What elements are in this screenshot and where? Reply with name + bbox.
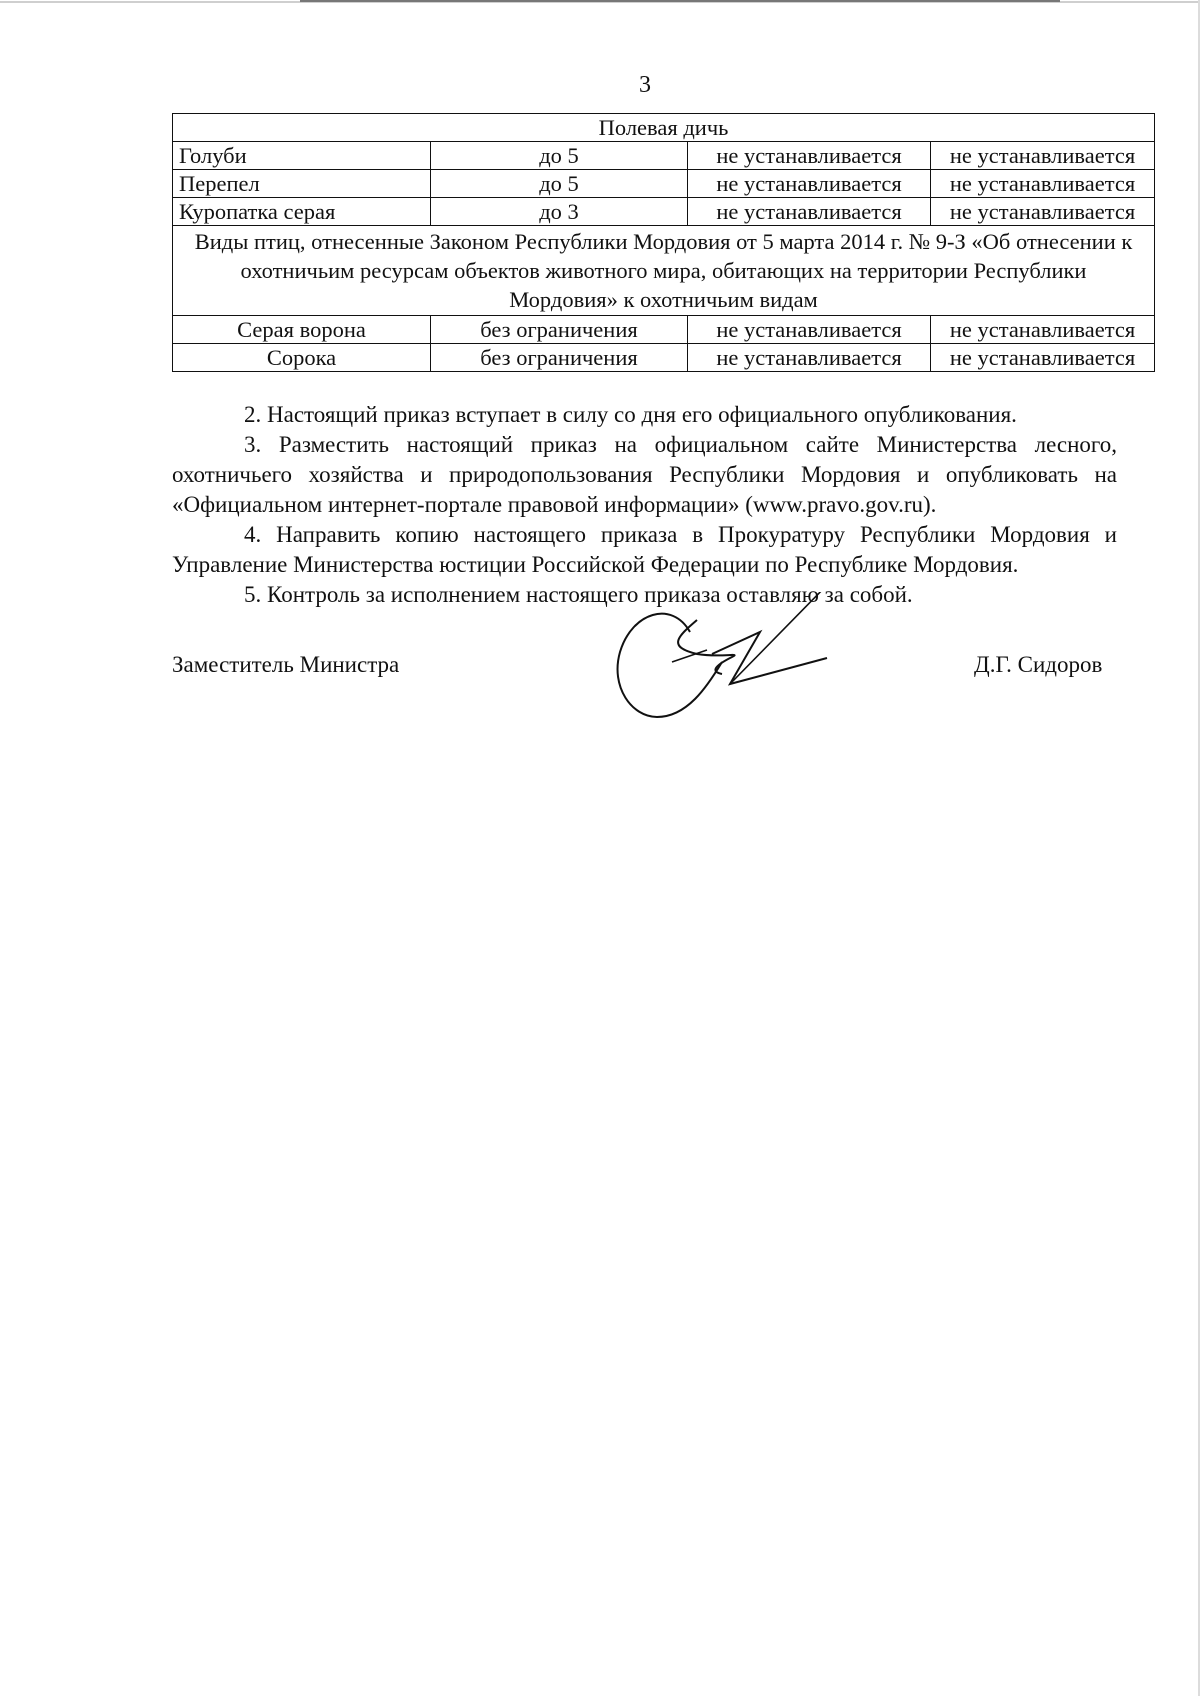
paragraph: 3. Разместить настоящий приказ на официальном сайте Министерства лесного, охотничьего хозяйства и природопользования Республики Мордовия и опубликовать на «Официальном интернет-портале правовой информации» (www.pravo.gov.ru).: [172, 432, 1117, 517]
other-limit: не устанавливается: [931, 198, 1155, 226]
scan-top-mark: [300, 0, 1060, 2]
daily-limit: без ограничения: [431, 316, 688, 344]
section-title: Полевая дичь: [173, 114, 1155, 142]
daily-limit: до 5: [431, 170, 688, 198]
daily-limit: без ограничения: [431, 344, 688, 372]
season-limit: не устанавливается: [688, 344, 931, 372]
order-body: [172, 400, 1117, 610]
other-limit: не устанавливается: [931, 316, 1155, 344]
paragraph: 2. Настоящий приказ вступает в силу со дня его официального опубликования.: [244, 402, 1017, 427]
bird-limits-table: [172, 113, 1155, 372]
species-name: Сорока: [173, 344, 431, 372]
table-row: [173, 344, 1155, 372]
season-limit: не устанавливается: [688, 316, 931, 344]
signatory-title: Заместитель Министра: [172, 652, 400, 677]
species-name: Перепел: [173, 170, 431, 198]
table-section-header: [173, 114, 1155, 142]
daily-limit: до 5: [431, 142, 688, 170]
daily-limit: до 3: [431, 198, 688, 226]
species-name: Куропатка серая: [173, 198, 431, 226]
season-limit: не устанавливается: [688, 198, 931, 226]
species-name: Серая ворона: [173, 316, 431, 344]
table-row: [173, 198, 1155, 226]
page-number: 3: [639, 72, 651, 98]
paragraph: 4. Направить копию настоящего приказа в Прокуратуру Республики Мордовия и Управление Министерства юстиции Российской Федерации по Республике Мордовия.: [172, 522, 1117, 577]
handwritten-signature: [612, 592, 852, 722]
table-row: [173, 170, 1155, 198]
other-limit: не устанавливается: [931, 170, 1155, 198]
season-limit: не устанавливается: [688, 170, 931, 198]
section-title: Виды птиц, отнесенные Законом Республики Мордовия от 5 марта 2014 г. № 9-З «Об отнесении к охотничьим ресурсам объектов животного мира, обитающих на территории Республики Мордовия» к охотничьим видам: [173, 226, 1155, 316]
signatory-name: Д.Г. Сидоров: [974, 652, 1103, 677]
table-row: [173, 142, 1155, 170]
other-limit: не устанавливается: [931, 344, 1155, 372]
species-name: Голуби: [173, 142, 431, 170]
table-section-header: [173, 226, 1155, 316]
paragraph: 5. Контроль за исполнением настоящего приказа оставляю за собой.: [244, 582, 913, 607]
other-limit: не устанавливается: [931, 142, 1155, 170]
table-row: [173, 316, 1155, 344]
season-limit: не устанавливается: [688, 142, 931, 170]
